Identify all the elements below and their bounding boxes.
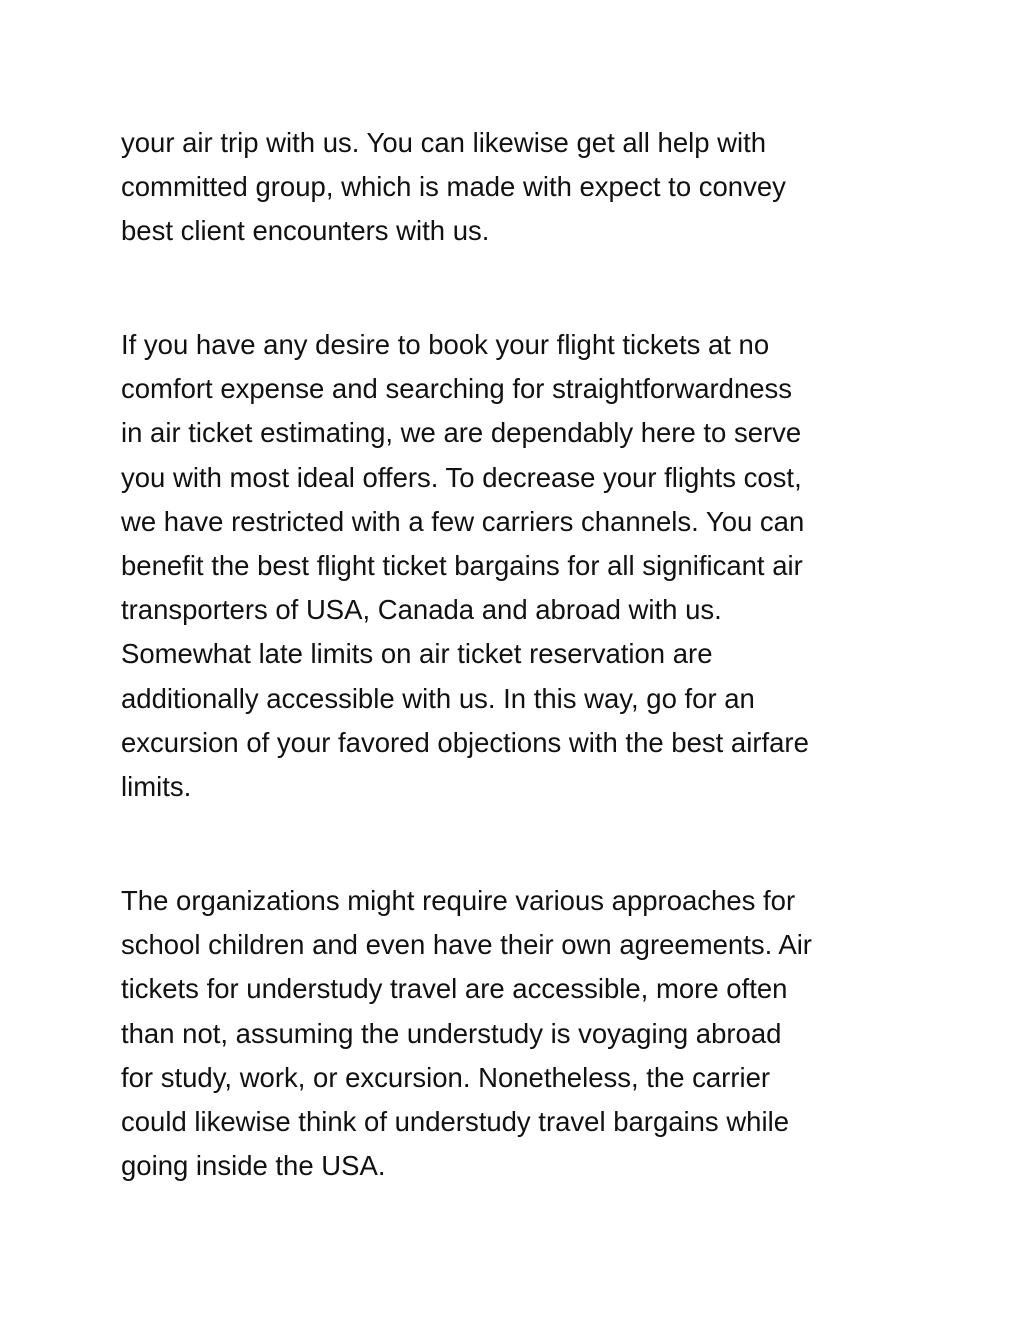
text-line: than not, assuming the understudy is voyaging abroad [121, 1017, 782, 1049]
text-line: comfort expense and searching for straightforwardness [121, 373, 793, 405]
paragraph-3 [121, 879, 921, 1188]
text-line: excursion of your favored objections with the best airfare [121, 726, 809, 758]
paragraph-1 [121, 121, 921, 254]
text-line: committed group, which is made with expect to convey [121, 171, 786, 203]
text-line: additionally accessible with us. In this way, go for an [121, 682, 755, 714]
text-line: school children and even have their own agreements. Air [121, 929, 812, 961]
text-line: The organizations might require various approaches for [121, 885, 796, 916]
text-line: for study, work, or excursion. Nonetheless, the carrier [121, 1061, 771, 1093]
text-line: could likewise think of understudy travel bargains while [121, 1106, 789, 1138]
text-line: transporters of USA, Canada and abroad with us. [121, 594, 722, 626]
text-line: you with most ideal offers. To decrease your flights cost, [121, 461, 802, 493]
text-line: tickets for understudy travel are accessible, more often [121, 973, 788, 1005]
text-line: your air trip with us. You can likewise get all help with [121, 127, 767, 158]
text-line: benefit the best flight ticket bargains for all significant air [121, 550, 803, 582]
text-line: we have restricted with a few carriers channels. You can [121, 505, 805, 537]
paragraph-2 [121, 323, 921, 809]
text-line: going inside the USA. [121, 1150, 386, 1182]
text-line: in air ticket estimating, we are dependably here to serve [121, 417, 802, 449]
text-line: Somewhat late limits on air ticket reservation are [121, 638, 713, 670]
text-line: If you have any desire to book your flight tickets at no [121, 329, 770, 360]
text-line: best client encounters with us. [121, 215, 490, 247]
text-line: limits. [121, 771, 192, 803]
